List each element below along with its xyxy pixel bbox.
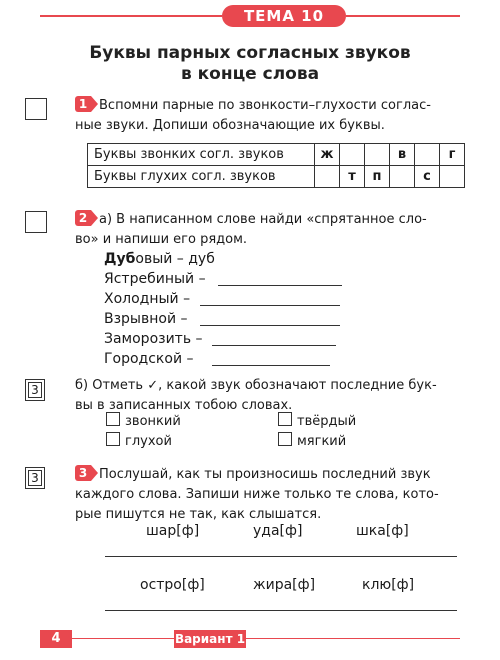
sound-word: клю[ф] — [362, 577, 415, 593]
table-cell[interactable]: п — [365, 166, 390, 188]
task2a-line1: а) В написанном слове найди «спрятанное сло- — [99, 212, 427, 227]
checkbox-icon[interactable] — [106, 432, 120, 446]
table-cell[interactable]: т — [340, 166, 365, 188]
page-title-line1: Буквы парных согласных звуков — [89, 43, 411, 63]
write-line[interactable] — [105, 610, 457, 611]
task2a-text — [75, 210, 475, 250]
option-hard-label: твёрдый — [297, 414, 357, 429]
option-voiced[interactable] — [106, 412, 181, 429]
header-rule-right — [346, 15, 460, 17]
task2a-line2: во» и напиши его рядом. — [75, 232, 248, 247]
checkbox-icon[interactable] — [106, 412, 120, 426]
checkbox-icon[interactable] — [278, 432, 292, 446]
task2b-score: 3 — [25, 379, 45, 401]
sound-word: жира[ф] — [253, 577, 316, 593]
option-hard[interactable] — [278, 412, 356, 429]
table-cell[interactable]: с — [415, 166, 440, 188]
task2-checkbox[interactable] — [25, 211, 47, 233]
answer-line[interactable] — [218, 285, 342, 286]
answer-line[interactable] — [212, 345, 336, 346]
answer-line[interactable] — [200, 305, 340, 306]
task2b-line2: вы в записанных тобою словах. — [75, 398, 293, 413]
voiceless-row — [88, 166, 465, 188]
checkbox-icon[interactable] — [278, 412, 292, 426]
table-cell[interactable]: г — [440, 144, 465, 166]
table-cell[interactable] — [315, 166, 340, 188]
option-voiceless[interactable] — [106, 432, 172, 449]
voiced-row-label: Буквы звонких согл. звуков — [88, 144, 315, 166]
task2-number-badge: 2 — [75, 210, 91, 226]
task1-text — [75, 96, 475, 136]
example-word — [104, 250, 215, 268]
word-item: Холодный – — [104, 291, 191, 307]
task1-checkbox[interactable] — [25, 98, 47, 120]
task2b-text — [75, 376, 475, 416]
answer-line[interactable] — [212, 365, 330, 366]
theme-label: ТЕМА 10 — [222, 5, 346, 27]
letters-table — [87, 143, 465, 188]
table-cell[interactable] — [440, 166, 465, 188]
answer-line[interactable] — [200, 325, 340, 326]
sound-word: уда[ф] — [253, 523, 303, 539]
example-rest: овый – дуб — [135, 251, 215, 267]
sound-word: шар[ф] — [146, 523, 200, 539]
sound-word: шка[ф] — [356, 523, 409, 539]
table-cell[interactable]: ж — [315, 144, 340, 166]
header-rule-left — [40, 15, 222, 17]
task3-line3: рые пишутся не так, как слышатся. — [75, 507, 322, 522]
task1-text-line2: ные звуки. Допиши обозначающие их буквы. — [75, 118, 385, 133]
sound-word: остро[ф] — [140, 577, 205, 593]
word-item: Ястребиный – — [104, 271, 206, 287]
task3-number-badge: 3 — [75, 465, 91, 481]
task1-number-badge: 1 — [75, 96, 91, 112]
voiceless-row-label: Буквы глухих согл. звуков — [88, 166, 315, 188]
table-cell[interactable] — [340, 144, 365, 166]
example-root: Дуб — [104, 251, 136, 267]
option-voiceless-label: глухой — [125, 434, 172, 449]
voiced-row — [88, 144, 465, 166]
task1-text-line1: Вспомни парные по звонкости–глухости соглас- — [99, 98, 431, 113]
table-cell[interactable] — [390, 166, 415, 188]
task3-text — [75, 465, 475, 525]
page-title-line2: в конце слова — [180, 64, 320, 84]
write-line[interactable] — [105, 556, 457, 557]
task2b-line1: б) Отметь ✓, какой звук обозначают последние бук- — [75, 378, 437, 393]
task3-line1: Послушай, как ты произносишь последний звук — [99, 467, 431, 482]
task3-line2: каждого слова. Запиши ниже только те слова, кото- — [75, 487, 439, 502]
table-cell[interactable]: в — [390, 144, 415, 166]
variant-label: Вариант 1 — [174, 632, 246, 646]
table-cell[interactable] — [415, 144, 440, 166]
word-item: Заморозить – — [104, 331, 203, 347]
footer-rule — [40, 638, 460, 639]
option-soft-label: мягкий — [297, 434, 347, 449]
word-item: Городской – — [104, 351, 194, 367]
option-soft[interactable] — [278, 432, 346, 449]
option-voiced-label: звонкий — [125, 414, 181, 429]
word-item: Взрывной – — [104, 311, 188, 327]
table-cell[interactable] — [365, 144, 390, 166]
task3-score: 3 — [25, 467, 45, 489]
page-number: 4 — [40, 630, 72, 648]
